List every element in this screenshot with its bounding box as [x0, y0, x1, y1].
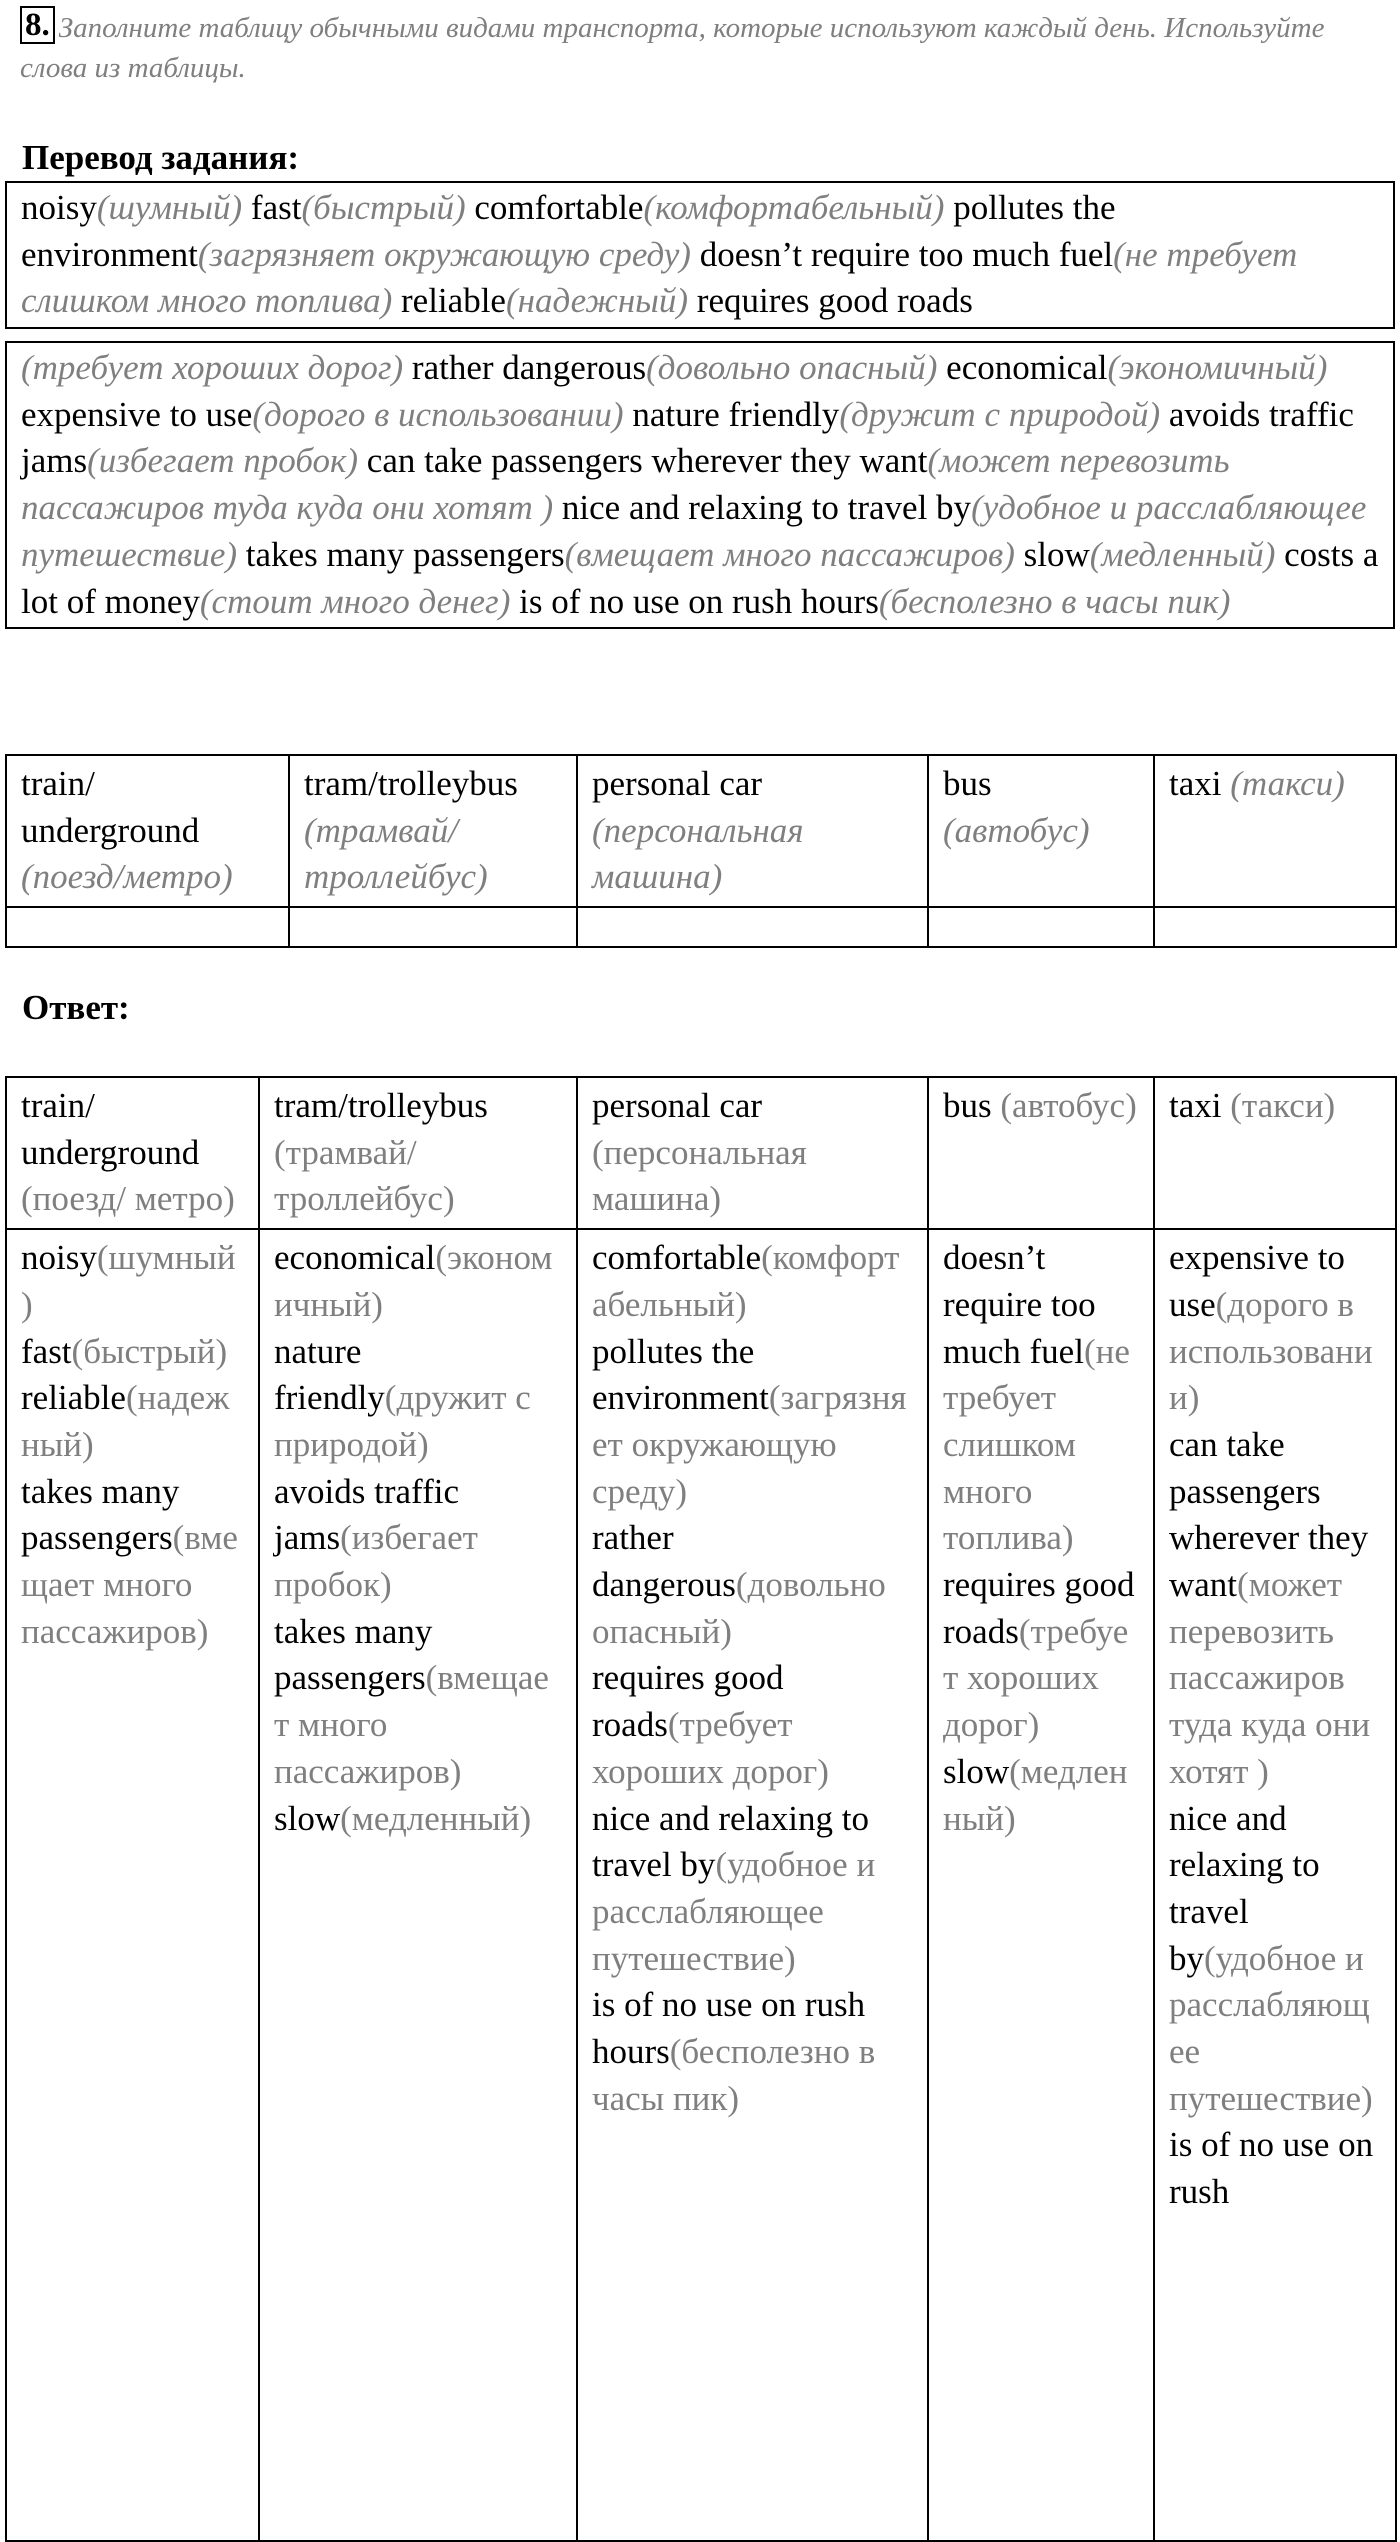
answer-heading: Ответ: [22, 988, 130, 1027]
word-box-2 [5, 341, 1395, 629]
answer-translation: (бесполезно в часы пик) [592, 2032, 876, 2118]
answer-table-header-cell [577, 1077, 928, 1229]
word-english: pollutes the environment [21, 188, 1116, 274]
word-item [946, 348, 1327, 387]
answer-translation: (дорого в использовании) [1169, 1284, 1373, 1418]
word-translation: (удобное и расслабляющее путешествие) [21, 488, 1367, 574]
header-ru: (такси) [1230, 1086, 1336, 1125]
answer-item [274, 1329, 564, 1469]
header-ru: (автобус) [943, 810, 1090, 850]
word-item [21, 395, 624, 434]
answer-translation: (требует хороших дорог) [592, 1705, 829, 1791]
answer-table-header-cell [1154, 1077, 1396, 1229]
answer-item [21, 1329, 246, 1376]
answer-translation: (загрязняет окружающую среду) [592, 1378, 907, 1511]
answer-translation: (медленный) [943, 1751, 1128, 1838]
header-en: tram/trolleybus [304, 764, 518, 803]
answer-english: noisy [21, 1238, 97, 1278]
word-item [412, 348, 937, 387]
word-item [401, 281, 688, 320]
word-translation: (бесполезно в часы пик) [878, 581, 1231, 621]
answer-translation: (вмещает много пассажиров) [274, 1658, 549, 1791]
answer-translation: (может перевозить пассажиров туда куда они хотят ) [1169, 1565, 1371, 1791]
word-english: doesn’t require too much fuel [699, 234, 1114, 274]
header-en: bus [943, 764, 992, 803]
header-ru: (трамвай/ троллейбус) [274, 1132, 455, 1219]
task-table-header-cell [1154, 755, 1396, 907]
task-table-header-cell [289, 755, 577, 907]
answer-item [21, 1375, 246, 1468]
answer-english: comfortable [592, 1238, 762, 1278]
header-ru: (поезд/метро) [21, 857, 233, 897]
answer-item [1169, 2122, 1383, 2215]
word-translation: (медленный) [1089, 534, 1276, 574]
answer-column-train [6, 1229, 259, 2541]
header-en: taxi [1169, 764, 1222, 803]
word-item [632, 395, 1160, 434]
answer-english: nature friendly [274, 1331, 385, 1418]
answer-translation: (медленный) [340, 1798, 532, 1838]
word-english: comfortable [474, 188, 644, 227]
answer-table-header-cell [928, 1077, 1154, 1229]
answer-english: requires good roads [943, 1565, 1135, 1651]
answer-item [592, 1235, 915, 1328]
header-ru: (персональная машина) [592, 1132, 807, 1219]
answer-item [274, 1609, 564, 1796]
word-english: nice and relaxing to travel by [561, 488, 972, 528]
answer-english: slow [274, 1798, 341, 1838]
word-english: takes many passengers [245, 534, 565, 574]
header-en: bus [943, 1086, 992, 1125]
answer-item [1169, 1235, 1383, 1422]
word-translation: (комфортабельный) [643, 188, 945, 227]
word-translation: (дорого в использовании) [252, 394, 624, 434]
translation-heading: Перевод задания: [22, 138, 300, 177]
answer-item [592, 1329, 915, 1516]
empty-cell [1154, 907, 1396, 947]
answer-column-bus [928, 1229, 1154, 2541]
answer-english: takes many passengers [274, 1611, 433, 1698]
word-english: avoids traffic jams [21, 394, 1354, 481]
answer-english: takes many passengers [21, 1471, 180, 1558]
answer-english: expensive to use [1169, 1238, 1345, 1324]
word-english: fast [250, 188, 302, 227]
answer-translation: (надежный) [21, 1378, 230, 1464]
header-en: taxi [1169, 1086, 1222, 1125]
empty-cell [577, 907, 928, 947]
word-item [1024, 535, 1276, 574]
word-item [251, 188, 466, 227]
word-english: can take passengers wherever they want [366, 441, 928, 481]
task-table-header-row [6, 755, 1396, 907]
task-table-header-cell [928, 755, 1154, 907]
answer-translation: (не требует слишком много топлива) [943, 1331, 1130, 1558]
answer-table-body-row [6, 1229, 1396, 2541]
answer-item [274, 1796, 564, 1843]
answer-english: rather dangerous [592, 1518, 736, 1605]
word-box-1 [5, 181, 1395, 329]
word-english: is of no use on rush hours [519, 581, 879, 621]
answer-column-tram [259, 1229, 577, 2541]
answer-english: economical [274, 1238, 436, 1278]
task-table-empty-row [6, 907, 1396, 947]
answer-translation: (вмещает много пассажиров) [21, 1518, 238, 1651]
task-table [5, 754, 1397, 948]
answer-english: is of no use on rush [1169, 2125, 1374, 2212]
answer-translation: (требует хороших дорог) [943, 1611, 1129, 1745]
header-ru: (поезд/ метро) [21, 1179, 235, 1219]
answer-english: slow [943, 1751, 1010, 1791]
answer-english: doesn’t require too much fuel [943, 1238, 1096, 1371]
answer-translation: (шумный) [21, 1238, 236, 1324]
word-item [697, 281, 973, 320]
answer-translation: (дружит с природой) [274, 1378, 531, 1464]
empty-cell [289, 907, 577, 947]
word-english: expensive to use [21, 394, 253, 434]
answer-item [592, 1515, 915, 1655]
answer-translation: (быстрый) [71, 1331, 228, 1371]
answer-column-taxi [1154, 1229, 1396, 2541]
word-english: noisy [21, 188, 97, 227]
answer-item [21, 1469, 246, 1656]
word-translation: (может перевозить пассажиров туда куда они хотят ) [21, 441, 1230, 528]
answer-item [592, 1982, 915, 2122]
answer-translation: (комфортабельный) [592, 1238, 900, 1324]
header-ru: (персональная машина) [592, 810, 804, 897]
word-english: nature friendly [632, 394, 840, 434]
answer-english: fast [21, 1331, 72, 1371]
word-translation: (не требует слишком много топлива) [21, 234, 1298, 321]
word-english: requires good roads [696, 281, 973, 321]
answer-translation: (удобное и расслабляющее путешествие) [1169, 1938, 1373, 2118]
word-translation: (дружит с природой) [839, 394, 1161, 434]
word-translation: (шумный) [96, 188, 243, 227]
answer-english: nice and relaxing to travel by [1169, 1798, 1320, 1978]
word-translation: (стоит много денег) [199, 581, 511, 621]
answer-item [592, 1655, 915, 1795]
answer-table-header-row [6, 1077, 1396, 1229]
answer-item [1169, 1796, 1383, 2123]
answer-item [274, 1235, 564, 1328]
word-translation: (надежный) [505, 281, 689, 321]
answer-item [943, 1749, 1141, 1842]
answer-english: pollutes the environment [592, 1331, 769, 1418]
task-table-header-cell [577, 755, 928, 907]
word-translation: (избегает пробок) [87, 441, 359, 481]
word-item [474, 188, 944, 227]
word-translation: (вмещает много пассажиров) [564, 534, 1015, 574]
answer-english: reliable [21, 1378, 126, 1418]
answer-table [5, 1076, 1397, 2542]
answer-english: avoids traffic jams [274, 1471, 459, 1558]
answer-item [943, 1562, 1141, 1749]
word-item [246, 535, 1015, 574]
answer-english: can take passengers wherever they want [1169, 1424, 1369, 1605]
word-english: economical [946, 348, 1108, 387]
word-translation: (довольно опасный) [646, 348, 938, 387]
word-item [21, 348, 403, 387]
header-en: personal car [592, 764, 763, 803]
header-en: train/ underground [21, 1086, 200, 1172]
word-english: costs a lot of money [21, 534, 1379, 621]
answer-english: is of no use on rush hours [592, 1985, 866, 2072]
answer-column-car [577, 1229, 928, 2541]
header-en: personal car [592, 1086, 763, 1125]
word-english: reliable [401, 281, 506, 321]
word-translation: (быстрый) [301, 188, 466, 227]
header-ru: (такси) [1230, 764, 1345, 803]
answer-item [274, 1469, 564, 1609]
answer-item [592, 1796, 915, 1983]
word-english: slow [1023, 534, 1090, 574]
word-translation: (экономичный) [1107, 348, 1328, 387]
answer-translation: (избегает пробок) [274, 1518, 478, 1605]
answer-item [943, 1235, 1141, 1562]
header-ru: (автобус) [1000, 1086, 1137, 1125]
answer-english: nice and relaxing to travel by [592, 1798, 869, 1885]
task-table-header-cell [6, 755, 289, 907]
word-item [21, 188, 242, 227]
word-item [519, 582, 1230, 621]
header-en: train/ underground [21, 764, 200, 850]
answer-english: requires good roads [592, 1658, 784, 1745]
header-en: tram/trolleybus [274, 1086, 488, 1125]
empty-cell [928, 907, 1154, 947]
header-ru: (трамвай/ троллейбус) [304, 810, 488, 897]
answer-translation: (удобное и расслабляющее путешествие) [592, 1845, 876, 1978]
empty-cell [6, 907, 289, 947]
answer-translation: (экономичный) [274, 1238, 553, 1324]
word-translation: (требует хороших дорог) [21, 348, 404, 387]
answer-item [21, 1235, 246, 1328]
answer-item [1169, 1422, 1383, 1796]
task-instruction [20, 6, 1360, 88]
word-translation: (загрязняет окружающую среду) [197, 234, 691, 274]
answer-table-header-cell [6, 1077, 259, 1229]
task-text: Заполните таблицу обычными видами транспорта, которые используют каждый день. Используйте слова из таблицы. [20, 12, 1325, 84]
answer-translation: (довольно опасный) [592, 1565, 886, 1651]
word-english: rather dangerous [411, 348, 647, 387]
task-number: 8. [20, 6, 55, 44]
answer-table-header-cell [259, 1077, 577, 1229]
